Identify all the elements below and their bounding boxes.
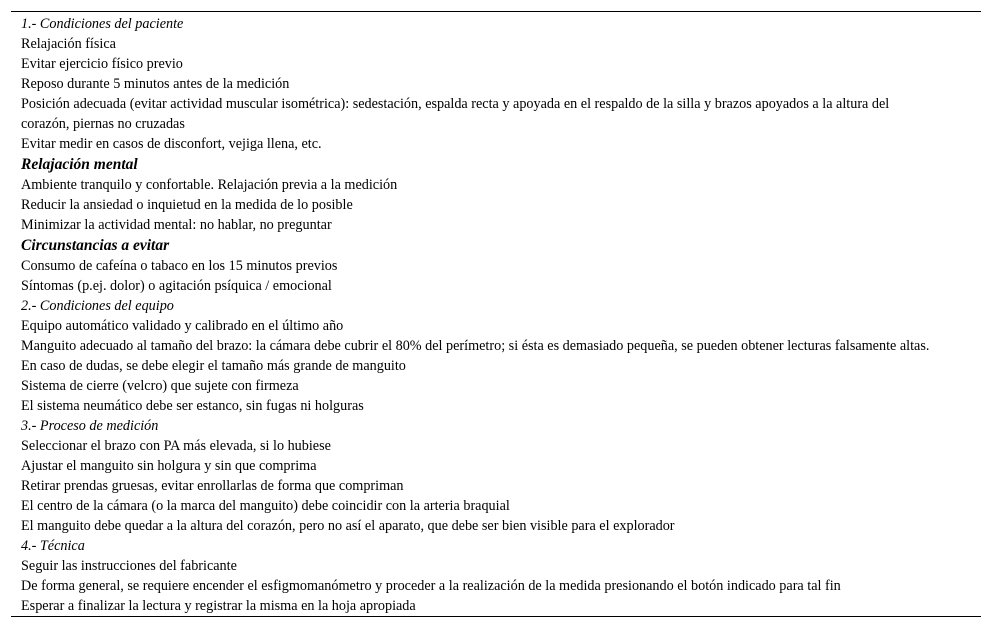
section-title: 2.- Condiciones del equipo	[21, 298, 174, 314]
table-row: Relajación física	[21, 36, 116, 52]
section-title: 3.- Proceso de medición	[21, 418, 159, 434]
table-row: Posición adecuada (evitar actividad muscular isométrica): sedestación, espalda recta y apoyada en el respaldo de la silla y brazos apoyados a la altura del corazón, piernas no cruzadas	[21, 96, 890, 132]
table-row: El manguito debe quedar a la altura del corazón, pero no así el aparato, que debe ser bien visible para el explorador	[21, 518, 675, 534]
table-row: Reducir la ansiedad o inquietud en la medida de lo posible	[21, 197, 353, 213]
table-row: Sistema de cierre (velcro) que sujete con firmeza	[21, 378, 299, 394]
table-row: Evitar medir en casos de disconfort, vejiga llena, etc.	[21, 136, 322, 152]
recommendations-table	[11, 11, 981, 617]
subsection-title: Circunstancias a evitar	[21, 237, 170, 254]
table-row: Evitar ejercicio físico previo	[21, 56, 183, 72]
table-row: Síntomas (p.ej. dolor) o agitación psíquica / emocional	[21, 278, 332, 294]
section-title: 4.- Técnica	[21, 538, 85, 554]
table-row: Retirar prendas gruesas, evitar enrollarlas de forma que compriman	[21, 478, 404, 494]
subsection-title: Relajación mental	[21, 156, 138, 173]
table-row: Ajustar el manguito sin holgura y sin que comprima	[21, 458, 317, 474]
table-row: Equipo automático validado y calibrado en el último año	[21, 318, 344, 334]
table-row: El sistema neumático debe ser estanco, sin fugas ni holguras	[21, 398, 364, 414]
table-row: Consumo de cafeína o tabaco en los 15 minutos previos	[21, 258, 338, 274]
table-row: Reposo durante 5 minutos antes de la medición	[21, 76, 290, 92]
section-title: 1.- Condiciones del paciente	[21, 16, 184, 32]
table-row: De forma general, se requiere encender el esfigmomanómetro y proceder a la realización de la medida presionando el botón indicado para tal fin	[21, 578, 841, 594]
table-row: Manguito adecuado al tamaño del brazo: la cámara debe cubrir el 80% del perímetro; si ésta es demasiado pequeña, se pueden obtener lecturas falsamente altas. En caso de dudas, se debe elegir el tamaño más grande de manguito	[21, 338, 930, 374]
table-row: Seguir las instrucciones del fabricante	[21, 558, 237, 574]
table-row: El centro de la cámara (o la marca del manguito) debe coincidir con la arteria braquial	[21, 498, 510, 514]
table-row: Minimizar la actividad mental: no hablar, no preguntar	[21, 217, 332, 233]
table-row: Ambiente tranquilo y confortable. Relajación previa a la medición	[21, 177, 398, 193]
table-row: Seleccionar el brazo con PA más elevada, si lo hubiese	[21, 438, 331, 454]
table-row: Esperar a finalizar la lectura y registrar la misma en la hoja apropiada	[21, 598, 416, 614]
